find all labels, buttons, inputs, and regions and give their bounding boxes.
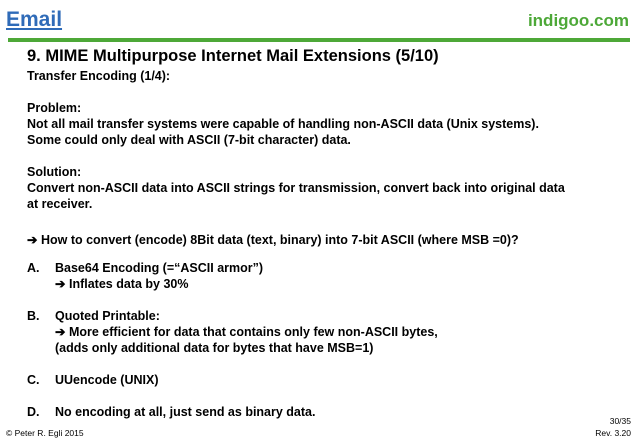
list-item-text <box>55 308 627 356</box>
list-item-text <box>55 260 627 292</box>
arrow-right-icon: ➔ <box>55 325 66 339</box>
solution-line-2: at receiver. <box>27 197 93 211</box>
list-item-heading: No encoding at all, just send as binary data. <box>55 405 316 419</box>
list-item-sub: (adds only additional data for bytes that have MSB=1) <box>55 341 374 355</box>
spacer <box>27 148 627 164</box>
arrow-right-icon: ➔ <box>55 277 66 291</box>
spacer <box>27 248 627 260</box>
question-line <box>27 232 627 248</box>
spacer <box>27 292 627 308</box>
slide-title: 9. MIME Multipurpose Internet Mail Extensions (5/10) <box>27 47 439 65</box>
list-item-letter: D. <box>27 405 40 419</box>
problem-line-2: Some could only deal with ASCII (7-bit character) data. <box>27 133 351 147</box>
list-item-a <box>27 260 627 292</box>
spacer <box>27 388 627 404</box>
spacer <box>27 356 627 372</box>
list-item-heading: Quoted Printable: <box>55 309 160 323</box>
footer-copyright: © Peter R. Egli 2015 <box>6 428 84 438</box>
slide-subtitle: Transfer Encoding (1/4): <box>27 69 171 83</box>
footer-page-info <box>595 415 631 439</box>
slide-body <box>27 68 627 420</box>
header-divider <box>8 38 630 42</box>
revision-label: Rev. 3.20 <box>595 428 631 438</box>
list-item-sub: More efficient for data that contains only few non-ASCII bytes, <box>68 325 438 339</box>
spacer <box>27 84 627 100</box>
list-item-heading: Base64 Encoding (=“ASCII armor”) <box>55 261 264 275</box>
problem-label: Problem: <box>27 101 82 115</box>
list-item-letter: A. <box>27 261 40 275</box>
spacer <box>27 212 627 232</box>
list-item-heading: UUencode (UNIX) <box>55 373 159 387</box>
list-item-sub: Inflates data by 30% <box>68 277 189 291</box>
list-item-c <box>27 372 627 388</box>
list-item-letter: B. <box>27 309 40 323</box>
solution-line-1: Convert non-ASCII data into ASCII strings for transmission, convert back into original data <box>27 181 565 195</box>
solution-label: Solution: <box>27 165 82 179</box>
question-text: How to convert (encode) 8Bit data (text, binary) into 7-bit ASCII (where MSB =0)? <box>40 233 519 247</box>
list-item-letter: C. <box>27 373 40 387</box>
header-title: Email <box>6 8 63 31</box>
problem-line-1: Not all mail transfer systems were capable of handling non-ASCII data (Unix systems). <box>27 117 539 131</box>
page-number: 30/35 <box>609 416 631 426</box>
arrow-right-icon: ➔ <box>27 233 38 247</box>
brand-logo-text: indigoo.com <box>527 11 629 30</box>
list-item-d <box>27 404 627 420</box>
list-item-b <box>27 308 627 356</box>
